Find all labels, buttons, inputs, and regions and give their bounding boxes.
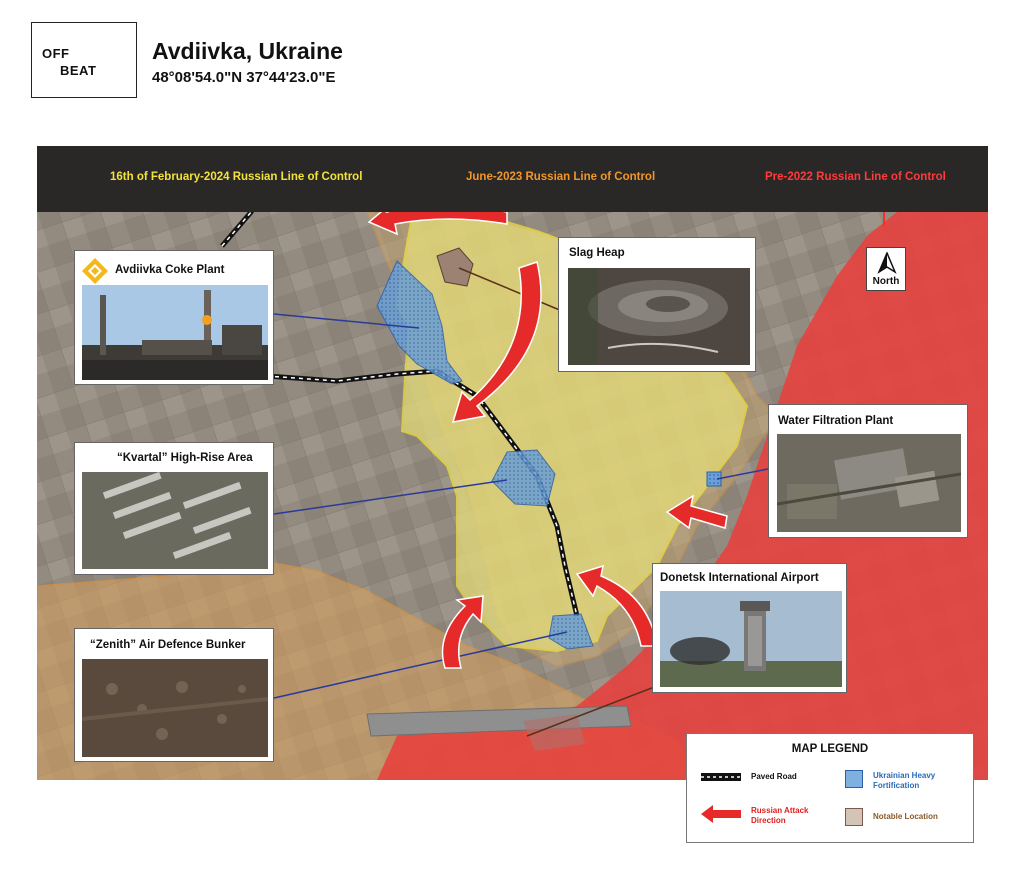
attack-arrow-swatch-icon xyxy=(701,805,741,823)
label-feb-2024-line: 16th of February-2024 Russian Line of Control xyxy=(110,171,363,183)
callout-zenith xyxy=(74,628,274,762)
callout-title: “Zenith” Air Defence Bunker xyxy=(90,639,246,651)
paved-road-swatch-icon xyxy=(701,773,741,781)
fortification-swatch-icon xyxy=(845,770,863,788)
coordinates: 48°08'54.0"N 37°44'23.0"E xyxy=(152,69,336,86)
coke-plant-photo xyxy=(82,285,268,380)
callout-slag-heap xyxy=(558,237,756,372)
coke-plant-logo-icon xyxy=(81,257,109,285)
water-plant-photo xyxy=(777,434,961,532)
zenith-photo xyxy=(82,659,268,757)
callout-kvartal xyxy=(74,442,274,575)
north-arrow-icon xyxy=(877,252,897,274)
callout-airport xyxy=(652,563,847,693)
callout-title: Slag Heap xyxy=(569,247,625,259)
airport-photo xyxy=(660,591,842,687)
callout-title: Donetsk International Airport xyxy=(660,572,819,584)
callout-title: Water Filtration Plant xyxy=(778,415,894,427)
kvartal-photo xyxy=(82,472,268,569)
legend-notable: Notable Location xyxy=(873,812,938,821)
north-indicator xyxy=(866,247,906,291)
label-june-2023-line: June-2023 Russian Line of Control xyxy=(466,171,656,183)
callout-title: “Kvartal” High-Rise Area xyxy=(117,452,253,464)
callout-title: Avdiivka Coke Plant xyxy=(115,264,225,276)
legend-title: MAP LEGEND xyxy=(791,743,869,755)
brand-logo xyxy=(31,22,137,98)
brand-line-2: BEAT xyxy=(60,63,97,78)
legend-fortification: Ukrainian Heavy Fortification xyxy=(873,771,936,790)
label-pre-2022-line: Pre-2022 Russian Line of Control xyxy=(765,171,946,183)
map-legend xyxy=(686,733,974,843)
legend-attack: Russian Attack Direction xyxy=(751,806,809,825)
page-title: Avdiivka, Ukraine xyxy=(152,38,343,64)
slag-heap-photo xyxy=(568,268,750,365)
callout-coke-plant xyxy=(74,250,274,385)
legend-paved-road: Paved Road xyxy=(751,772,797,781)
brand-line-1: OFF xyxy=(42,46,70,61)
notable-swatch-icon xyxy=(845,808,863,826)
north-label: North xyxy=(872,276,900,287)
callout-water-plant xyxy=(768,404,968,538)
